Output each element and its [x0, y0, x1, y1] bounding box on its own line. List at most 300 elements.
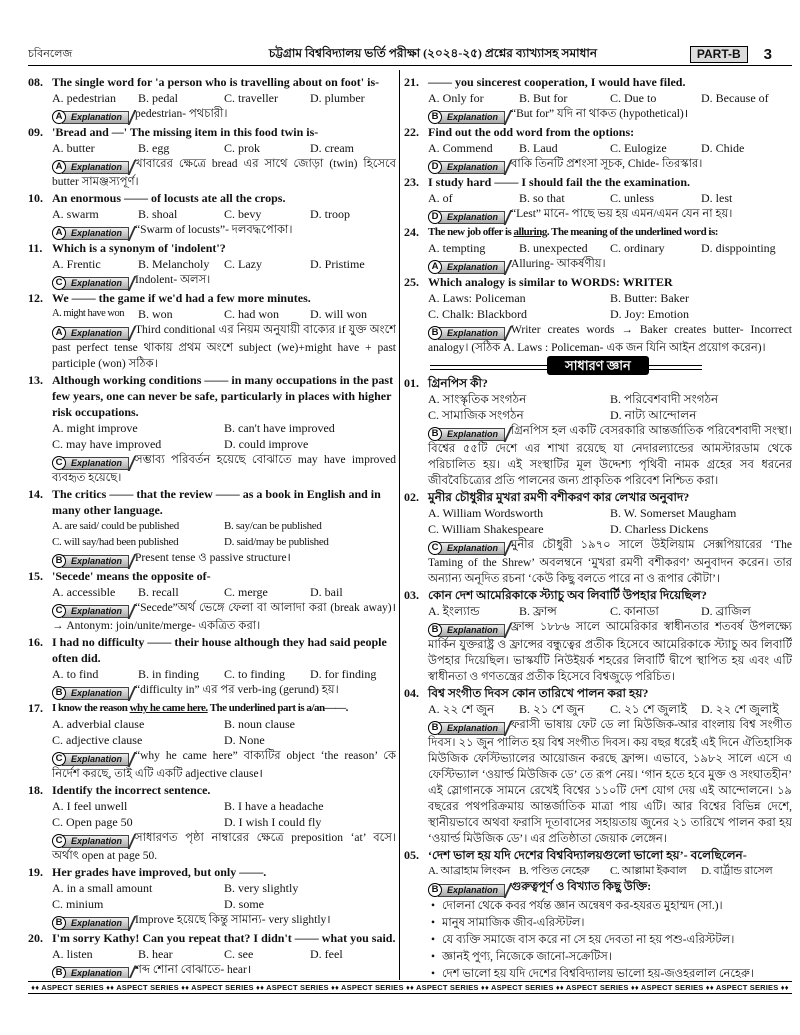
option-c: C. had won: [224, 307, 279, 321]
question-number: 03.: [404, 588, 419, 602]
explanation-tag: Explanation: [438, 884, 505, 897]
explanation-text: “Secede”অর্থ ভেঙ্গে ফেলা বা আলাদা করা (break away)। → Antonym: join/unite/merge- একত্রিত করা।: [52, 602, 396, 632]
explanation: [428, 423, 792, 489]
option-d: D. None: [224, 733, 265, 747]
option-a: A. might have won: [52, 308, 124, 319]
question-number: 04.: [404, 686, 419, 700]
answer-badge: [428, 883, 505, 897]
option-c: C. ২১ শে জুলাই: [610, 702, 687, 716]
question-text: Although working conditions —— in many occupations in the past few years, one can never be safe, particularly in places with higher risk occupations.: [52, 373, 394, 419]
explanation-tag: Explanation: [438, 261, 505, 274]
explanation-tag: Explanation: [62, 835, 129, 848]
explanation-text: খাবারের ক্ষেত্রে bread এর সাথে জোড়া (twin) হিসেবে butter সামঞ্জস্যপূর্ণ।: [52, 158, 396, 188]
answer-letter-icon: C: [52, 752, 66, 766]
question-number: 05.: [404, 848, 419, 862]
option-c: C. prok: [224, 141, 260, 155]
option-b: B. পণ্ডিত নেহেরু: [519, 865, 590, 877]
question-number: 16.: [28, 635, 43, 649]
option-c: C. may have improved: [52, 437, 162, 451]
page-title: চট্টগ্রাম বিশ্ববিদ্যালয় ভর্তি পরীক্ষা (২০২৪-২৫) প্রশ্নের ব্যাখ্যাসহ সমাধান: [268, 45, 597, 60]
explanation-text: “Lest” মানে- পাছে ভয় হয় এমন/এমন যেন না হয়।: [511, 208, 733, 220]
option-a: A. tempting: [428, 241, 486, 255]
underlined-phrase: why he came here.: [129, 702, 208, 714]
question-number: 02.: [404, 490, 419, 504]
question-row: [28, 486, 396, 518]
option-row: [52, 206, 396, 222]
question-row: [404, 489, 792, 505]
option-c: C. Open page 50: [52, 815, 133, 829]
question-number: 10.: [28, 191, 43, 205]
explanation-text: সাধারণত পৃষ্ঠা নাম্বারের ক্ষেত্রে preposition ‘at’ বসে। অর্থাৎ open at page 50.: [52, 832, 396, 862]
question-row: [28, 372, 396, 420]
question-item: [404, 375, 792, 489]
page-footer: [28, 981, 792, 994]
question-item: [28, 930, 396, 978]
option-row: [428, 290, 792, 306]
question-item: [28, 568, 396, 634]
option-b: B. recall: [138, 585, 179, 599]
answer-letter-icon: B: [428, 326, 442, 340]
option-b: B. Laud: [519, 141, 558, 155]
column-divider: [399, 70, 400, 980]
option-b: B. shoal: [138, 207, 178, 221]
answer-letter-icon: B: [428, 427, 442, 441]
option-row: [52, 518, 396, 534]
option-row: [428, 240, 792, 256]
option-row: [428, 701, 792, 717]
option-b: B. can't have improved: [224, 421, 335, 435]
option-a: A. of: [428, 191, 453, 205]
question-item: [404, 274, 792, 356]
explanation-text: বাকি তিনটি প্রশংসা সূচক, Chide- তিরস্কার।: [511, 158, 703, 170]
option-d: D. plumber: [310, 91, 365, 105]
option-b: B. W. Somerset Maugham: [610, 506, 737, 520]
option-d: D. lest: [701, 191, 733, 205]
question-text: Identify the incorrect sentence.: [52, 783, 211, 797]
option-a: A. pedestrian: [52, 91, 116, 105]
option-d: D. said/may be published: [224, 536, 329, 548]
explanation: [52, 600, 396, 634]
answer-letter-icon: B: [52, 686, 66, 700]
explanation: [428, 106, 792, 124]
answer-letter-icon: C: [52, 456, 66, 470]
explanation-text: “difficulty in” এর পর verb-ing (gerund) হয়।: [135, 684, 339, 696]
option-d: D. বার্ট্রান্ড রাসেল: [701, 865, 773, 877]
option-a: A. Laws: Policeman: [428, 291, 526, 305]
answer-badge: [428, 110, 505, 124]
explanation-tag: Explanation: [62, 161, 129, 174]
option-d: D. Because of: [701, 91, 769, 105]
option-a: A. adverbial clause: [52, 717, 145, 731]
question-number: 18.: [28, 783, 43, 797]
question-text: The single word for 'a person who is travelling about on foot' is-: [52, 75, 380, 89]
answer-badge: [428, 210, 505, 224]
explanation-tag: Explanation: [62, 605, 129, 618]
option-d: D. Charless Dickens: [610, 522, 709, 536]
quote-item: • জ্ঞানই পুণ্য, নিজেকে জানো-সক্রেটিস।: [428, 949, 792, 966]
explanation-text: শব্দ শোনা বোঝাতে- hear।: [135, 964, 252, 976]
option-row: [428, 407, 792, 423]
option-c: C. Eulogize: [610, 141, 667, 155]
option-row: [52, 420, 396, 436]
question-number: 21.: [404, 75, 419, 89]
option-b: B. very slightly: [224, 881, 299, 895]
explanation-text: Improve হয়েছে কিন্তু সামান্য- very slightly।: [135, 914, 331, 926]
question-item: [28, 700, 396, 782]
question-text: I'm sorry Kathy! Can you repeat that? I didn't —— what you said.: [52, 931, 396, 945]
question-text: 'Secede' means the opposite of-: [52, 569, 211, 583]
option-d: D. cream: [310, 141, 354, 155]
option-b: B. pedal: [138, 91, 178, 105]
question-text: গ্রিনপিস কী?: [428, 376, 488, 390]
option-row: [428, 306, 792, 322]
question-text: 'Bread and —' The missing item in this food twin is-: [52, 125, 319, 139]
question-text-part: . The meaning of the underlined word is:: [546, 226, 718, 238]
question-text: বিশ্ব সংগীত দিবস কোন তারিখে পালন করা হয়?: [428, 686, 649, 700]
option-row: [428, 603, 792, 619]
option-a: A. butter: [52, 141, 95, 155]
option-b: B. so that: [519, 191, 565, 205]
option-b: B. ফ্রান্স: [519, 604, 557, 618]
option-c: C. will say/had been published: [52, 536, 179, 548]
option-row: [428, 90, 792, 106]
question-row: [404, 274, 792, 290]
option-b: B. won: [138, 307, 173, 321]
answer-letter-icon: B: [52, 966, 66, 978]
option-row: [52, 584, 396, 600]
explanation: [52, 322, 396, 372]
explanation-text: Indolent- অলস।: [135, 274, 211, 286]
option-a: A. Frentic: [52, 257, 101, 271]
question-row: [28, 190, 396, 206]
explanation-text: মুনীর চৌধুরী ১৯৭০ সালে উইলিয়াম সেক্সপিয়ারের ‘The Taming of the Shrew’ অবলম্বনে ‘মুখরা রমণী বশীকরণ’ অনুবাদন করেন। তার অন্যান্য অনূদিত রচনা ‘কেউ কিছু বলতে পারে না ও রূপার কৌটা’।: [428, 539, 792, 585]
explanation: [52, 272, 396, 290]
publisher-brand: চবিনলেজ: [28, 48, 73, 60]
question-number: 19.: [28, 865, 43, 879]
question-item: [28, 290, 396, 372]
option-c: C. সামাজিক সংগঠন: [428, 408, 524, 422]
explanation-text: Writer creates words → Baker creates butter- Incorrect analogy। (সঠিক A. Laws : Policeman- এক জন যিনি আইন প্রয়োগ করেন)।: [428, 324, 792, 354]
underlined-phrase: alluring: [513, 226, 547, 238]
answer-badge: [52, 276, 129, 290]
explanation-text: গুরুত্বপূর্ণ ও বিখ্যাত কিছু উক্তি:: [511, 881, 652, 893]
explanation-text: গ্রিনপিস হল একটি বেসরকারি আন্তর্জাতিক পরিবেশবাদী সংস্থা। বিশ্বের ৫৫টি দেশে এর শাখা রয়েছে যা নেদারল্যান্ডের আমস্টারডাম থেকে পরিচালিত হয়। এই সংস্থাটির মূল উদ্দেশ্য পৃথিবী নামক গ্রহের সব ধরনের জীববৈচিত্র্যের প্রতি পালনের জন্য প্রাকৃতিক পরিবেশ নিশ্চিত করা।: [428, 425, 792, 487]
quote-item: • মানুষ সামাজিক জীব-এরিস্টটল।: [428, 915, 792, 932]
explanation-tag: Explanation: [438, 722, 505, 735]
option-row: [52, 666, 396, 682]
explanation: [428, 717, 792, 847]
question-number: 11.: [28, 241, 43, 255]
answer-badge: [428, 160, 505, 174]
option-row: [52, 814, 396, 830]
question-item: [28, 74, 396, 124]
option-b: B. egg: [138, 141, 170, 155]
question-item: [28, 486, 396, 568]
option-a: A. accessible: [52, 585, 116, 599]
question-item: [28, 372, 396, 486]
explanation: [428, 537, 792, 587]
section-title: সাধারণ জ্ঞান: [547, 356, 649, 375]
question-text: Find out the odd word from the options:: [428, 125, 635, 139]
explanation-tag: Explanation: [438, 624, 505, 637]
answer-badge: [52, 456, 129, 470]
option-d: D. will won: [310, 307, 367, 321]
explanation-tag: Explanation: [62, 753, 129, 766]
option-a: A. সাংস্কৃতিক সংগঠন: [428, 392, 527, 406]
part-badge: PART-B: [690, 46, 748, 63]
answer-letter-icon: A: [52, 326, 66, 340]
question-text: The critics —— that the review —— as a book in English and in many other language.: [52, 487, 381, 517]
page-header: [28, 44, 792, 66]
option-a: A. William Wordsworth: [428, 506, 544, 520]
question-item: [28, 124, 396, 190]
option-c: C. unless: [610, 191, 655, 205]
question-row: [404, 685, 792, 701]
option-c: C. bevy: [224, 207, 262, 221]
explanation-tag: Explanation: [438, 111, 505, 124]
explanation-text: “Swarm of locusts”- দলবদ্ধপোকা।: [135, 224, 293, 236]
question-text: An enormous —— of locusts ate all the crops.: [52, 191, 286, 205]
explanation: [428, 206, 792, 224]
option-row: [428, 521, 792, 537]
answer-letter-icon: D: [428, 210, 442, 224]
question-number: 09.: [28, 125, 43, 139]
explanation-text: ফরাসী ভাষায় ফেট ডে লা মিউজিক-আর বাংলায় বিশ্ব সংগীত দিবস। ২১ জুন পালিত হয় বিশ্ব সংগীত দিবস। কয় বছর ধরেই এই দিনে ঐতিহাসিক মিউজিক ফেস্টিভ্যালের আয়োজন করছে ফ্রান্স। এভাবে, ১৯৮২ সালে এসে এ ফেস্টিভ্যাল ‘ওয়ার্ল্ড মিউজিক ডে’ তে রূপ নেয়। ‘গান হতে হবে মুক্ত ও সংঘাতহীন’ এই স্লোগানকে সামনে রেখেই বিশ্বের ১১০টি দেশ যোগ দেয় এই আন্দোলনে। ১৯ বছরের পথপরিক্রমায় আন্তর্জাতিক মাত্রা পায় এটি। আর বিশ্বের বিভিন্ন দেশে, স্থানীয়ভাবে অথবা ফরাসি দূতাবাসের সহায়তায় জুনের ২১ তারিখে পালন করা হয় ‘ওয়ার্ল্ড মিউজিক ডে’। এর প্রতিষ্ঠাতা জেয়াক লেঙ্গেন।: [428, 719, 792, 845]
question-text: We —— the game if we'd had a few more minutes.: [52, 291, 311, 305]
answer-letter-icon: A: [52, 110, 66, 124]
option-c: C. Chalk: Blackbord: [428, 307, 527, 321]
answer-letter-icon: C: [428, 541, 442, 555]
explanation-tag: Explanation: [438, 161, 505, 174]
option-a: A. might improve: [52, 421, 138, 435]
option-row: [52, 306, 396, 322]
explanation: [428, 322, 792, 356]
explanation-text: ফ্রান্স ১৮৮৬ সালে আমেরিকার স্বাধীনতার শতবর্ষ উপলক্ষ্যে মার্কিন যুক্তরাষ্ট্র ও ফ্রান্সের বন্ধুত্বের প্রতীক হিসেবে আমেরিকাকে স্ট্যাচু অব লিবার্টি উপহার দিয়েছিল। ভাস্কর্যটি নিউইয়র্ক শহরের লিবার্টি দ্বীপে স্থাপিত হয় এবং এটি স্বাধীনতা ও গণতন্ত্রের প্রতীক হিসেবে বিশ্বজুড়ে পরিচিত।: [428, 621, 792, 683]
option-c: C. see: [224, 947, 254, 961]
question-item: [404, 489, 792, 587]
answer-letter-icon: B: [52, 916, 66, 930]
question-item: [404, 74, 792, 124]
answer-badge: [428, 260, 505, 274]
answer-letter-icon: D: [428, 160, 442, 174]
explanation: [52, 452, 396, 486]
explanation-text: সম্ভাব্য পরিবর্তন হয়েছে বোঝাতে may have improved ব্যবহৃত হয়েছে।: [52, 454, 396, 484]
answer-letter-icon: B: [428, 883, 442, 897]
answer-letter-icon: A: [52, 226, 66, 240]
explanation-tag: Explanation: [62, 457, 129, 470]
question-item: [404, 685, 792, 847]
option-a: A. ইংল্যান্ড: [428, 604, 480, 618]
option-row: [52, 256, 396, 272]
quote-item: • দোলনা থেকে কবর পর্যন্ত জ্ঞান অন্বেষণ কর-হযরত মুহাম্মদ (সা.)।: [428, 898, 792, 915]
answer-badge: [52, 554, 129, 568]
left-column: [28, 74, 396, 978]
question-row: [28, 124, 396, 140]
question-number: 01.: [404, 376, 419, 390]
question-row: [404, 847, 792, 863]
quote-item: • দেশ ভালো হয় যদি দেশের বিশ্ববিদ্যালয় ভালো হয়-জওহরলাল নেহেরু।: [428, 966, 792, 978]
option-row: [428, 863, 792, 879]
option-d: D. bail: [310, 585, 343, 599]
option-d: D. some: [224, 897, 264, 911]
answer-badge: [428, 427, 505, 441]
option-d: D. for finding: [310, 667, 377, 681]
answer-badge: [52, 966, 129, 978]
option-d: D. I wish I could fly: [224, 815, 322, 829]
question-row: [28, 74, 396, 90]
explanation: [52, 222, 396, 240]
explanation-tag: Explanation: [438, 327, 505, 340]
option-b: B. noun clause: [224, 717, 295, 731]
option-row: [52, 716, 396, 732]
answer-badge: [52, 226, 129, 240]
option-b: B. unexpected: [519, 241, 588, 255]
question-item: [28, 634, 396, 700]
answer-badge: [52, 834, 129, 848]
question-row: [28, 864, 396, 880]
answer-letter-icon: B: [428, 721, 442, 735]
option-b: B. Butter: Baker: [610, 291, 689, 305]
question-row: [404, 174, 792, 190]
option-row: [428, 140, 792, 156]
option-d: D. ব্রাজিল: [701, 604, 751, 618]
question-row: [404, 74, 792, 90]
option-a: A. Commend: [428, 141, 493, 155]
question-text: I had no difficulty —— their house although they had said people often did.: [52, 635, 387, 665]
answer-letter-icon: C: [52, 604, 66, 618]
question-item: [404, 847, 792, 978]
question-number: 23.: [404, 175, 419, 189]
question-row: [404, 224, 792, 240]
option-c: C. Due to: [610, 91, 657, 105]
explanation: [52, 962, 396, 978]
option-row: [52, 732, 396, 748]
question-text: Which analogy is similar to WORDS: WRITER: [428, 275, 673, 289]
answer-letter-icon: A: [428, 260, 442, 274]
answer-letter-icon: B: [52, 554, 66, 568]
option-d: D. could improve: [224, 437, 309, 451]
option-a: A. in a small amount: [52, 881, 153, 895]
option-a: A. আব্রাহাম লিংকন: [428, 865, 511, 877]
question-number: 24.: [404, 225, 419, 239]
quote-item: • যে ব্যক্তি সমাজে বাস করে না সে হয় দেবতা না হয় পশু-এরিস্টটল।: [428, 932, 792, 949]
explanation-tag: Explanation: [62, 277, 129, 290]
question-number: 08.: [28, 75, 43, 89]
question-text: [428, 224, 792, 240]
explanation-tag: Explanation: [62, 917, 129, 930]
answer-badge: [428, 721, 505, 735]
explanation-text: Present tense ও passive structure।: [135, 552, 291, 564]
explanation-text: pedestrian- পথচারী।: [135, 108, 228, 120]
explanation: [428, 879, 792, 897]
option-b: B. in finding: [138, 667, 200, 681]
question-row: [404, 375, 792, 391]
answer-badge: [52, 110, 129, 124]
option-c: C. minium: [52, 897, 104, 911]
option-a: A. to find: [52, 667, 99, 681]
option-c: C. কানাডা: [610, 604, 659, 618]
question-text-part: The new job offer is: [428, 226, 514, 238]
question-item: [404, 174, 792, 224]
question-number: 15.: [28, 569, 43, 583]
option-d: D. disppointing: [701, 241, 776, 255]
answer-letter-icon: A: [52, 160, 66, 174]
question-item: [28, 190, 396, 240]
answer-badge: [52, 160, 129, 174]
option-row: [52, 896, 396, 912]
explanation: [428, 156, 792, 174]
answer-badge: [52, 604, 129, 618]
question-text-part: The underlined part is a/an——.: [207, 702, 348, 714]
question-row: [28, 290, 396, 306]
question-row: [28, 634, 396, 666]
answer-letter-icon: C: [52, 276, 66, 290]
question-text: I study hard —— I should fail the the examination.: [428, 175, 691, 189]
option-c: C. traveller: [224, 91, 278, 105]
answer-badge: [52, 686, 129, 700]
answer-letter-icon: C: [52, 834, 66, 848]
question-text: কোন দেশ আমেরিকাকে স্ট্যাচু অব লিবার্টি উপহার দিয়েছিল?: [428, 588, 707, 602]
question-number: 25.: [404, 275, 419, 289]
section-heading: [404, 356, 792, 375]
question-text: Which is a synonym of 'indolent'?: [52, 241, 226, 255]
option-d: D. নাট্য আন্দোলন: [610, 408, 697, 422]
option-row: [52, 90, 396, 106]
question-text: ‘দেশ ভাল হয় যদি দেশের বিশ্ববিদ্যালয়গুলো ভালো হয়’- বলেছিলেন-: [428, 848, 747, 862]
option-row: [52, 946, 396, 962]
question-row: [404, 587, 792, 603]
explanation-tag: Explanation: [438, 428, 505, 441]
question-number: 12.: [28, 291, 43, 305]
answer-badge: [428, 623, 505, 637]
quote-list: [428, 898, 792, 978]
option-a: A. I feel unwell: [52, 799, 128, 813]
option-a: A. swarm: [52, 207, 99, 221]
explanation-tag: Explanation: [438, 211, 505, 224]
question-text: —— you sincerest cooperation, I would have filed.: [428, 75, 686, 89]
option-a: A. ২২ শে জুন: [428, 702, 495, 716]
explanation-text: “why he came here” বাক্যটির object ‘the reason’ কে নির্দেশ করছে, তাই এটি একটি adjective clause।: [52, 750, 396, 780]
answer-letter-icon: B: [428, 623, 442, 637]
option-a: A. are said/ could be published: [52, 520, 179, 532]
question-number: 22.: [404, 125, 419, 139]
explanation-tag: Explanation: [62, 967, 129, 979]
question-number: 20.: [28, 931, 43, 945]
option-b: B. Melancholy: [138, 257, 210, 271]
question-text: Her grades have improved, but only ——.: [52, 865, 267, 879]
option-d: D. ২২ শে জুলাই: [701, 702, 779, 716]
option-b: B. But for: [519, 91, 568, 105]
option-d: D. Joy: Emotion: [610, 307, 690, 321]
option-c: C. adjective clause: [52, 733, 143, 747]
question-row: [28, 782, 396, 798]
option-row: [52, 798, 396, 814]
explanation-tag: Explanation: [62, 227, 129, 240]
explanation-text: Third conditional এর নিয়ম অনুযায়ী বাক্যের if যুক্ত অংশে past perfect tense থাকায় প্রথম অংশে subject (we)+might have + past participle (won) সঠিক।: [52, 324, 396, 370]
explanation: [428, 256, 792, 274]
question-text: মুনীর চৌধুরীর মুখরা রমণী বশীকরণ কার লেখার অনুবাদ?: [428, 490, 690, 504]
explanation: [52, 106, 396, 124]
explanation-text: “But for” যদি না থাকত (hypothetical)।: [511, 108, 689, 120]
question-number: 17.: [28, 701, 43, 715]
option-b: B. I have a headache: [224, 799, 324, 813]
explanation: [52, 830, 396, 864]
question-text-part: I know the reason: [52, 702, 130, 714]
footer-series-text: ♦♦ ASPECT SERIES ♦♦ ASPECT SERIES ♦♦ ASPECT SERIES ♦♦ ASPECT SERIES ♦♦ ASPECT SERIES ♦♦ ASPECT SERIES ♦♦ ASPECT SERIES ♦♦ ASPECT SERIES ♦♦ ASPECT SERIES ♦♦ ASPECT SERIES ♦♦: [31, 983, 789, 992]
question-row: [28, 568, 396, 584]
option-d: D. Pristime: [310, 257, 365, 271]
answer-badge: [52, 752, 129, 766]
